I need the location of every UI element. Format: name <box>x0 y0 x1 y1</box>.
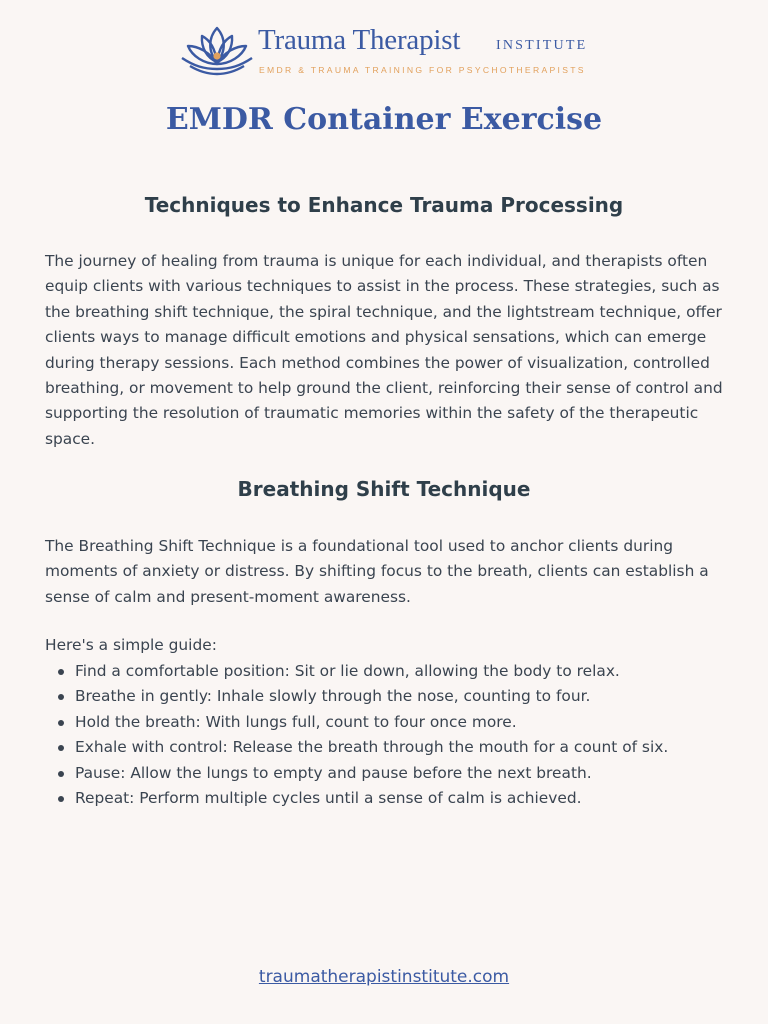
page-title: EMDR Container Exercise <box>165 102 603 137</box>
list-item-text: Pause: Allow the lungs to empty and pause before the next breath. <box>75 763 592 782</box>
list-item-text: Find a comfortable position: Sit or lie down, allowing the body to relax. <box>75 662 620 680</box>
breathing-shift-paragraph: The Breathing Shift Technique is a foundational tool used to anchor clients during moments of anxiety or distress. By shifting focus to the breath, clients can establish a sense of calm and present-moment awareness. <box>45 537 709 606</box>
bullet-icon <box>58 745 64 751</box>
brand-name: Trauma Therapist <box>258 24 461 56</box>
brand-tagline: EMDR & TRAUMA TRAINING FOR PSYCHOTHERAPISTS <box>259 65 586 75</box>
intro-paragraph: The journey of healing from trauma is unique for each individual, and therapists often equip clients with various techniques to assist in the process. These strategies, such as the breathing shift technique, the spiral technique, and the lightstream technique, offer clients ways to manage difficult emotions and physical sensations, which can emerge during therapy sessions. Each method combines the power of visualization, controlled breathing, or movement to help ground the client, reinforcing their sense of control and supporting the resolution of traumatic memories within the safety of the therapeutic space. <box>45 252 723 448</box>
bullet-icon <box>58 694 64 700</box>
bullet-icon <box>58 720 64 726</box>
guide-intro: Here's a simple guide: <box>45 636 217 654</box>
list-item <box>45 735 735 760</box>
list-item <box>45 710 735 735</box>
list-item-text: Breathe in gently: Inhale slowly through the nose, counting to four. <box>75 687 591 706</box>
bullet-icon <box>58 669 64 675</box>
section-heading-breathing-shift: Breathing Shift Technique <box>237 477 531 501</box>
website-link[interactable]: traumatherapistinstitute.com <box>258 967 510 987</box>
bullet-icon <box>58 771 64 777</box>
list-item-text: Repeat: Perform multiple cycles until a sense of calm is achieved. <box>75 789 582 808</box>
bullet-icon <box>58 796 64 802</box>
guide-steps-list <box>45 659 735 811</box>
list-item-text: Exhale with control: Release the breath through the mouth for a count of six. <box>75 738 669 757</box>
list-item <box>45 684 735 709</box>
list-item <box>45 786 735 811</box>
list-item <box>45 761 735 786</box>
section-heading-techniques: Techniques to Enhance Trauma Processing <box>144 193 624 217</box>
list-item-text: Hold the breath: With lungs full, count to four once more. <box>75 712 517 731</box>
header <box>0 22 768 82</box>
list-item <box>45 659 735 684</box>
brand-institute: INSTITUTE <box>496 38 588 53</box>
lotus-icon <box>180 22 254 80</box>
